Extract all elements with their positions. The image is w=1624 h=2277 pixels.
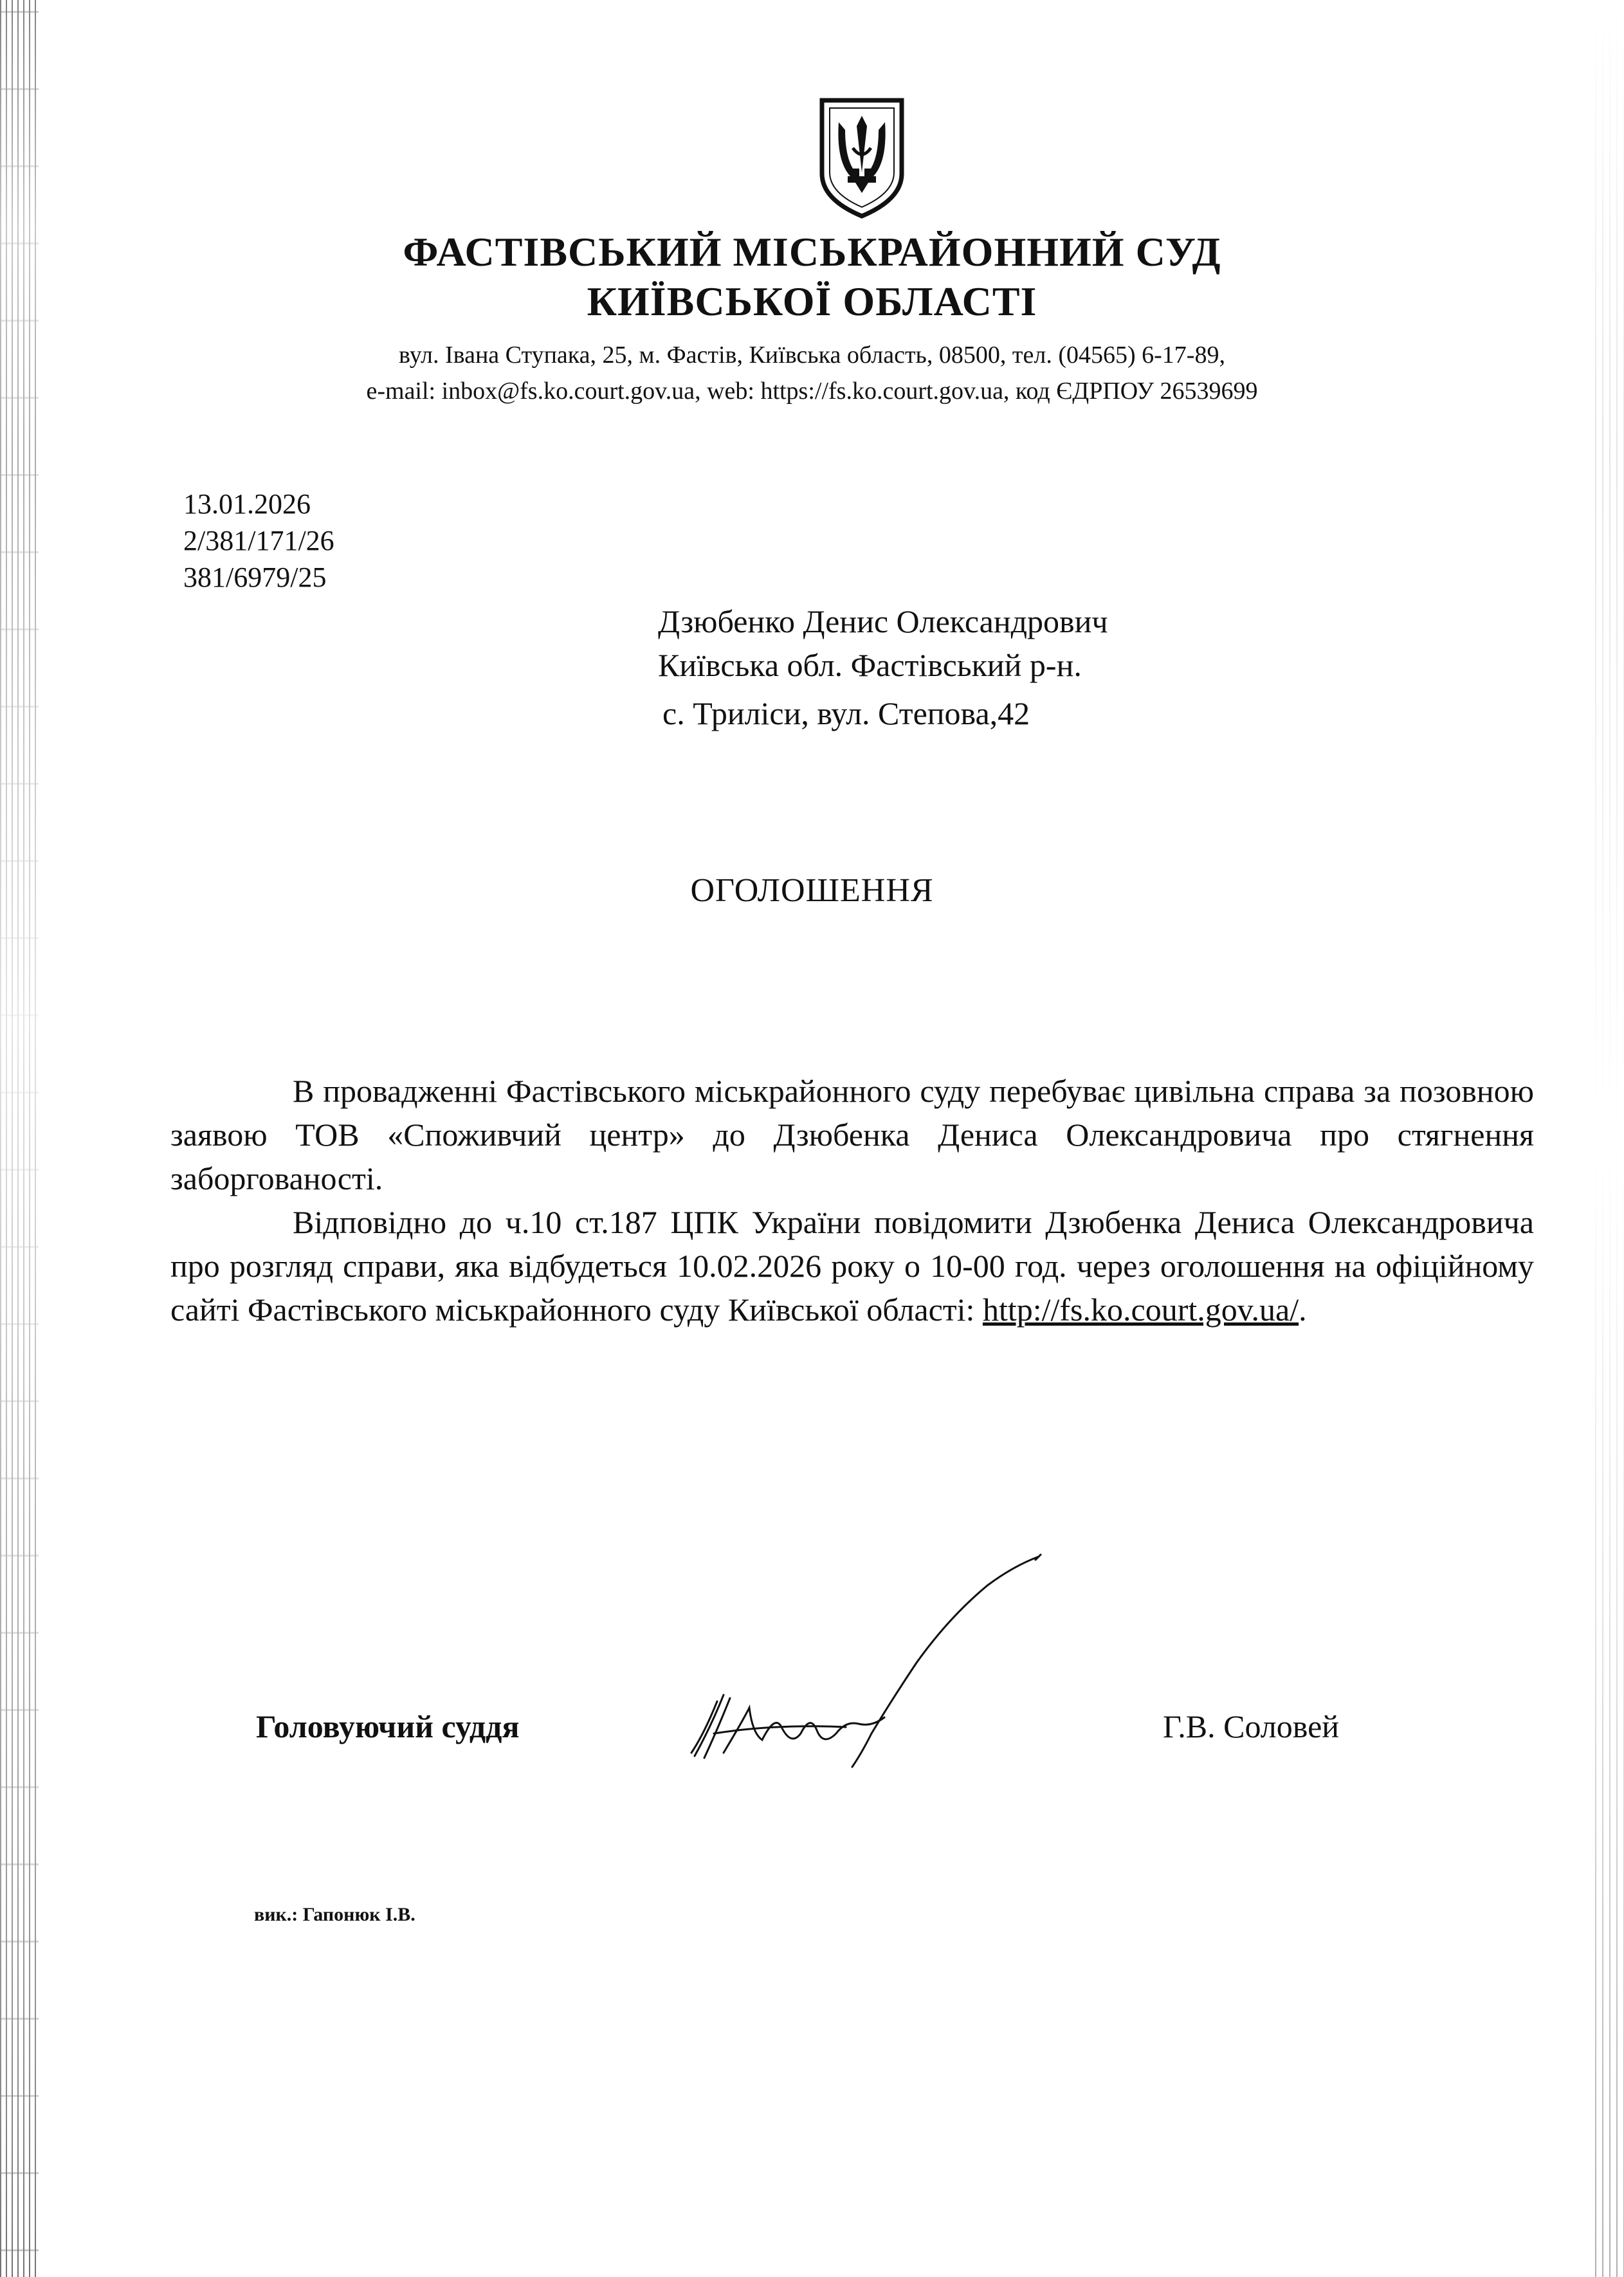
body-paragraph-2-text: Відповідно до ч.10 ст.187 ЦПК України повідомити Дзюбенка Дениса Олександровича про розгляд справи, яка відбудеться 10.02.2026 року о 10-00 год. через оголошення на офіційному сайті Фастівського міськрайонного суду Київської області: [170,1204,1534,1328]
contact-address: вул. Івана Ступака, 25, м. Фастів, Київська область, 08500, тел. (04565) 6-17-89, [399,342,1225,369]
signatory-name: Г.В. Соловей [1163,1708,1340,1744]
coat-of-arms-trident-icon [817,96,907,219]
body-paragraph-2 [170,1200,1534,1331]
announcement-body [170,1069,1534,1331]
executor-note: вик.: Гапонюк І.В. [254,1904,415,1925]
addressee-street: с. Триліси, вул. Степова,42 [662,695,1030,731]
outgoing-number: 2/381/171/26 [183,525,334,556]
signatory-role: Головуючий суддя [256,1708,520,1744]
document-title: ОГОЛОШЕННЯ [690,872,934,909]
body-paragraph-2-end: . [1299,1292,1307,1328]
contact-email-web: e-mail: inbox@fs.ko.court.gov.ua, web: https://fs.ko.court.gov.ua, код ЄДРПОУ 26539699 [366,378,1258,405]
addressee-name: Дзюбенко Денис Олександрович [658,603,1108,639]
handwritten-signature [679,1541,1058,1798]
body-paragraph-1: В провадженні Фастівського міськрайонного суду перебуває цивільна справа за позовною заявою ТОВ «Споживчий центр» до Дзюбенка Дениса Олександровича про стягнення заборгованості. [170,1073,1534,1196]
case-number: 381/6979/25 [183,562,327,593]
addressee-region: Київська обл. Фастівський р-н. [658,647,1082,683]
document-date: 13.01.2026 [183,488,311,520]
court-name-line1: ФАСТІВСЬКИЙ МІСЬКРАЙОННИЙ СУД [403,229,1221,275]
court-website-link[interactable]: http://fs.ko.court.gov.ua/ [982,1292,1299,1328]
court-name-line2: КИЇВСЬКОЇ ОБЛАСТІ [587,279,1037,324]
